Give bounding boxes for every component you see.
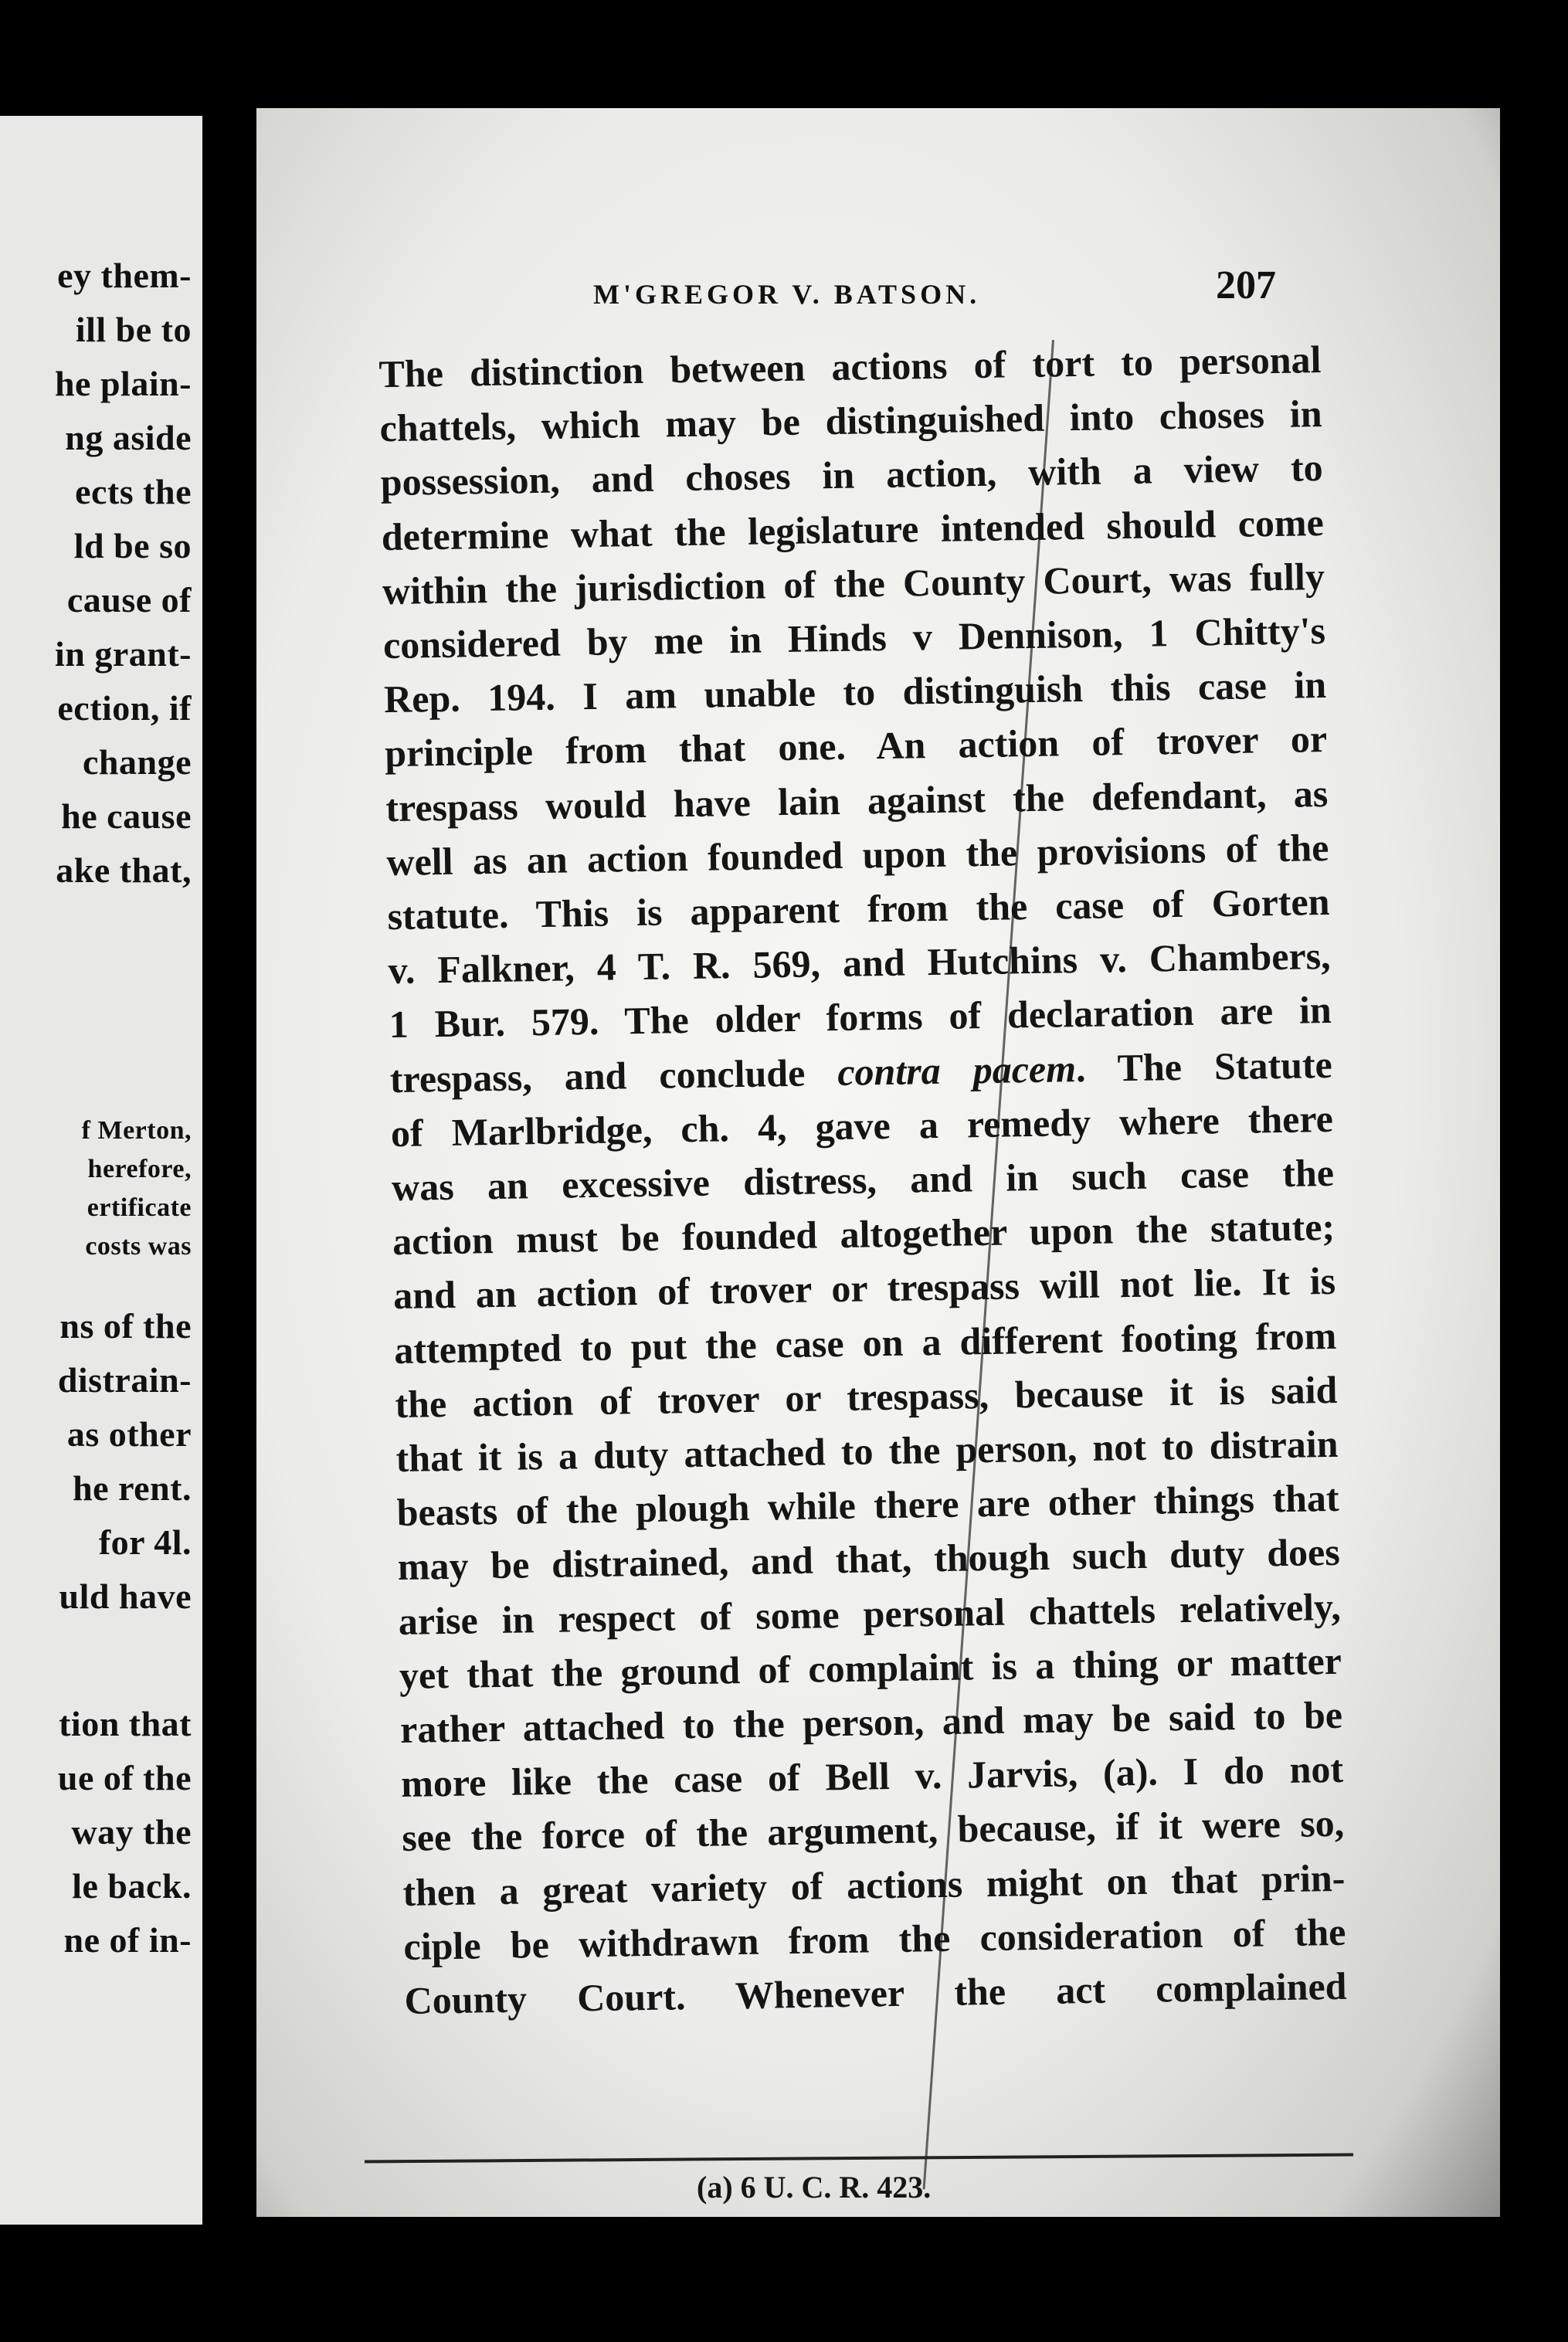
body-text-line: chattels, which may be distinguished into choses in — [379, 392, 1322, 450]
body-text-line: action must be founded altogether upon the statute; — [392, 1205, 1336, 1264]
left-page-fragment-line: costs was — [85, 1232, 192, 1261]
body-text-line: determine what the legislature intended should come — [381, 500, 1325, 558]
body-text-line: considered by me in Hinds v Dennison, 1 Chitty's — [382, 609, 1326, 667]
left-page-fragment-line: ertificate — [87, 1193, 192, 1222]
left-page-fragment-line: ue of the — [57, 1758, 192, 1797]
left-page-fragment-line: le back. — [72, 1866, 192, 1906]
left-page-fragment-line: ld be so — [73, 526, 192, 565]
body-text-line: ciple be withdrawn from the consideration of the — [403, 1909, 1346, 1968]
left-page-fragment-line: ake that, — [56, 850, 192, 890]
left-page-fragment-line: uld have — [59, 1577, 192, 1616]
body-text-line: County Court. Whenever the act complained — [404, 1964, 1347, 2023]
body-text-line: see the force of the argument, because, if it were so, — [401, 1801, 1345, 1860]
left-page-fragment-line: he rent. — [73, 1468, 192, 1508]
left-page-fragment-line: he cause — [61, 796, 192, 836]
body-text-line: more like the case of Bell v. Jarvis, (a). I do not — [400, 1747, 1344, 1806]
running-head: M'GREGOR V. BATSON. — [593, 279, 981, 310]
left-page-fragment-line: cause of — [66, 580, 192, 619]
body-text-line: statute. This is apparent from the case of Gorten — [387, 879, 1330, 938]
left-page-fragment-line: herefore, — [87, 1155, 192, 1183]
body-text-line: arise in respect of some personal chattels relatively, — [398, 1584, 1342, 1643]
body-text-line: of Marlbridge, ch. 4, gave a remedy where there — [390, 1096, 1334, 1155]
left-page-fragment-line: ne of in- — [63, 1920, 192, 1960]
footnote: (a) 6 U. C. R. 423. — [697, 2170, 932, 2205]
body-text-line: Rep. 194. I am unable to distinguish this case in — [383, 663, 1327, 721]
body-text-line: trespass, and conclude contra pacem. The Statute — [389, 1042, 1333, 1101]
binding-gutter — [202, 0, 256, 2342]
body-text-line: attempted to put the case on a different footing from — [393, 1313, 1337, 1372]
body-text-line: principle from that one. An action of trover or — [384, 717, 1328, 776]
left-page-fragment-line: f Merton, — [81, 1116, 192, 1145]
body-text-line: v. Falkner, 4 T. R. 569, and Hutchins v. Chambers, — [388, 934, 1331, 993]
left-page-fragment-line: ey them- — [57, 256, 192, 295]
body-text-line: may be distrained, and that, though such duty does — [397, 1530, 1341, 1589]
left-page-fragment-line: for 4l. — [98, 1522, 192, 1562]
body-text-line: that it is a duty attached to the person, not to distrain — [395, 1421, 1339, 1481]
left-page-fragment-line: in grant- — [55, 634, 192, 674]
body-text-line: the action of trover or trespass, because it is said — [395, 1367, 1338, 1426]
left-page-fragment-line: he plain- — [54, 364, 192, 403]
body-text-line: rather attached to the person, and may be said to be — [399, 1692, 1343, 1752]
right-page — [256, 108, 1500, 2217]
body-text-line: within the jurisdiction of the County Court, was fully — [382, 554, 1325, 613]
left-page-fragment-line: ns of the — [59, 1306, 192, 1346]
body-text-line: and an action of trover or trespass will not lie. It is — [392, 1259, 1336, 1318]
left-page-fragment-line: change — [83, 742, 192, 782]
body-text — [340, 332, 1347, 2028]
footnote-rule — [365, 2154, 1353, 2164]
body-text-line: 1 Bur. 579. The older forms of declaration are in — [389, 988, 1332, 1047]
body-text-line: beasts of the plough while there are other things that — [396, 1476, 1339, 1535]
left-page-fragment-line: tion that — [59, 1704, 192, 1743]
body-text-line: The distinction between actions of tort to personal — [378, 338, 1322, 396]
body-text-line: trespass would have lain against the defendant, as — [385, 771, 1329, 830]
left-page-fragment-line: ng aside — [65, 418, 192, 457]
body-text-line: then a great variety of actions might on that prin- — [402, 1855, 1346, 1914]
left-page-fragment-line: ill be to — [75, 310, 192, 349]
left-page-fragment-line: way the — [71, 1812, 192, 1852]
body-text-line: well as an action founded upon the provisions of the — [386, 825, 1329, 884]
left-page-fragment — [0, 116, 202, 2225]
body-text-line: yet that the ground of complaint is a thing or matter — [399, 1638, 1342, 1697]
left-page-fragment-line: distrain- — [57, 1360, 192, 1400]
left-page-fragment-line: ects the — [75, 472, 192, 511]
page-number: 207 — [1216, 263, 1276, 307]
body-text-line: possession, and choses in action, with a view to — [380, 446, 1324, 504]
body-text-line: was an excessive distress, and in such case the — [391, 1150, 1335, 1210]
left-page-fragment-line: as other — [66, 1414, 192, 1454]
left-page-fragment-line: ection, if — [57, 688, 192, 728]
